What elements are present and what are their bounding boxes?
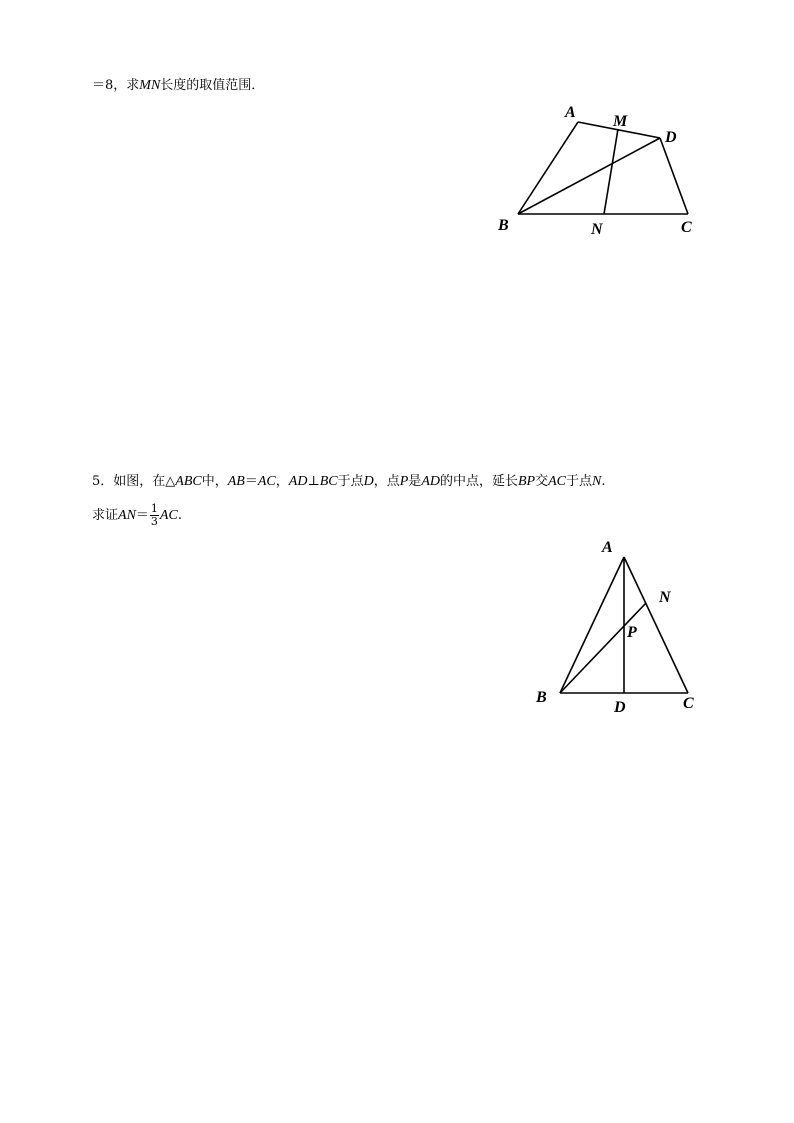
problem5-var: P	[399, 474, 409, 489]
segment-bn	[560, 603, 646, 693]
fraction-denominator: 3	[150, 515, 158, 528]
problem5-text: 于点	[566, 474, 593, 489]
label-d: D	[614, 699, 626, 716]
problem5-text: 是	[408, 474, 422, 489]
label-d: D	[665, 129, 677, 146]
label-p: P	[627, 624, 637, 641]
problem5-var: D	[363, 474, 374, 489]
label-n: N	[591, 221, 603, 238]
label-a: A	[565, 104, 576, 121]
problem4-question-tail	[92, 78, 264, 94]
problem5-text: ，	[275, 474, 289, 489]
problem5-text: ＝	[135, 508, 149, 523]
problem5-var: AN	[118, 508, 136, 523]
problem5-text: ⊥	[307, 474, 320, 489]
problem5-text: 5．如图，在△	[92, 474, 176, 489]
problem5-var: ABC	[175, 474, 202, 489]
problem5-var: AC	[548, 474, 567, 489]
problem5-text: 中，	[201, 474, 228, 489]
label-b: B	[536, 689, 547, 706]
segment-bd	[518, 138, 660, 214]
problem5-var: N	[592, 474, 602, 489]
problem5-text: 求证	[92, 508, 119, 523]
problem4-text-prefix: ＝8，求	[92, 78, 140, 93]
fraction-numerator: 1	[150, 502, 158, 515]
problem5-text: .	[177, 508, 182, 523]
segment-ad	[578, 122, 660, 138]
problem4-var-mn: MN	[139, 78, 161, 93]
segment-ba	[518, 122, 578, 214]
problem5-text: 的中点，延长	[439, 474, 518, 489]
problem5-var: BP	[518, 474, 536, 489]
problem5-var: BC	[319, 474, 338, 489]
segment-ac	[624, 557, 688, 693]
problem5-question-line2	[92, 502, 182, 530]
problem5-var: AD	[421, 474, 440, 489]
label-a: A	[602, 539, 613, 556]
label-b: B	[498, 217, 509, 234]
segment-ab	[560, 557, 624, 693]
problem4-text-suffix: 长度的取值范围．	[160, 78, 265, 93]
problem5-text: ，点	[373, 474, 400, 489]
problem5-question-line1	[92, 474, 606, 490]
problem5-text: .	[601, 474, 606, 489]
label-c: C	[681, 219, 692, 236]
fraction-one-third	[150, 503, 159, 528]
label-c: C	[683, 695, 694, 712]
problem5-var: AD	[288, 474, 308, 489]
problem5-var: AC	[159, 508, 178, 523]
problem5-text: ＝	[244, 474, 258, 489]
label-m: M	[613, 113, 628, 130]
problem5-text: 交	[535, 474, 549, 489]
problem5-var: AB	[227, 474, 245, 489]
problem5-var: AC	[257, 474, 276, 489]
segment-mn	[604, 129, 618, 214]
segment-dc	[660, 138, 688, 214]
label-n: N	[659, 589, 671, 606]
problem5-text: 于点	[337, 474, 364, 489]
